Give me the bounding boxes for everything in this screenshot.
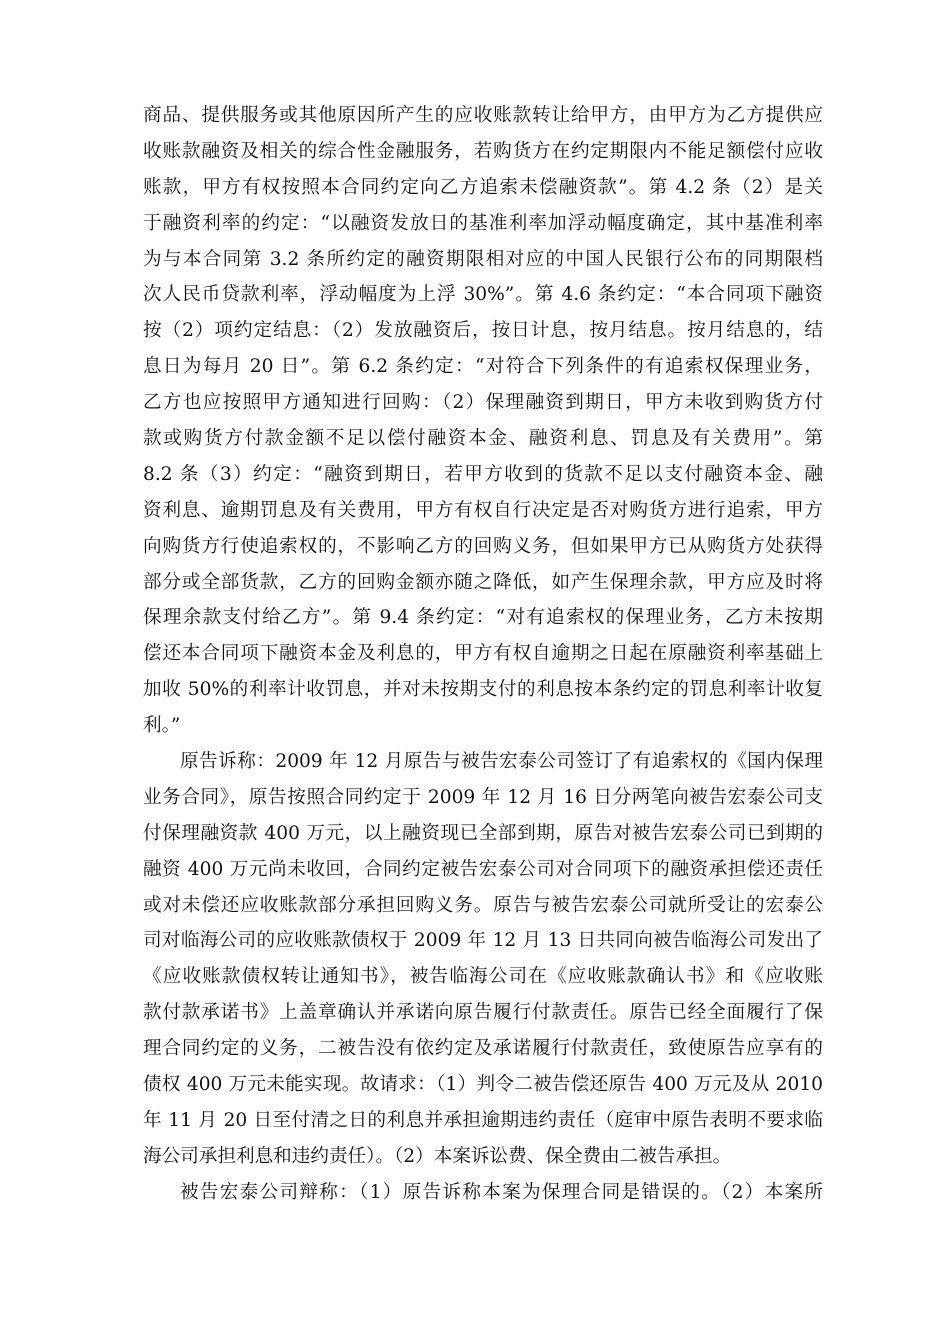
- text-line: 部分或全部货款，乙方的回购金额亦随之降低，如产生保理余款，甲方应及时将: [143, 571, 823, 593]
- text-line: 商品、提供服务或其他原因所产生的应收账款转让给甲方，由甲方为乙方提供应: [143, 105, 823, 126]
- text-line: 于融资利率的约定：“以融资发放日的基准利率加浮动幅度确定，其中基准利率: [143, 212, 823, 234]
- text-line: 利。”: [143, 715, 181, 737]
- text-line: 业务合同》，原告按照合同约定于 2009 年 12 月 16 日分两笔向被告宏泰公司支: [143, 786, 823, 808]
- text-line: 息日为每月 20 日”。第 6.2 条约定：“对符合下列条件的有追索权保理业务，: [143, 356, 823, 378]
- text-line: 偿还本合同项下融资本金及利息的，甲方有权自逾期之日起在原融资利率基础上: [143, 643, 823, 665]
- text-line: 8.2 条（3）约定：“融资到期日，若甲方收到的货款不足以支付融资本金、融: [143, 463, 823, 485]
- paragraph-start-line: 被告宏泰公司辩称：（1）原告诉称本案为保理合同是错误的。（2）本案所: [180, 1181, 823, 1203]
- text-line: 资利息、逾期罚息及有关费用，甲方有权自行决定是否对购货方进行追索，甲方: [143, 499, 823, 521]
- text-line: 乙方也应按照甲方通知进行回购：（2）保理融资到期日，甲方未收到购货方付: [143, 392, 823, 414]
- text-line: 海公司承担利息和违约责任）。（2）本案诉讼费、保全费由二被告承担。: [143, 1145, 732, 1167]
- text-line: 款付款承诺书》上盖章确认并承诺向原告履行付款责任。原告已经全面履行了保: [143, 1002, 823, 1024]
- text-line: 为与本合同第 3.2 条所约定的融资期限相对应的中国人民银行公布的同期限档: [143, 248, 823, 270]
- paragraph-start-line: 原告诉称：2009 年 12 月原告与被告宏泰公司签订了有追索权的《国内保理: [180, 751, 823, 773]
- text-line: 《应收账款债权转让通知书》，被告临海公司在《应收账款确认书》和《应收账: [143, 966, 823, 988]
- text-line: 或对未偿还应收账款部分承担回购义务。原告与被告宏泰公司就所受让的宏泰公: [143, 894, 823, 916]
- text-line: 融资 400 万元尚未收回，合同约定被告宏泰公司对合同项下的融资承担偿还责任: [143, 858, 823, 880]
- text-line: 司对临海公司的应收账款债权于 2009 年 12 月 13 日共同向被告临海公司发出了: [143, 930, 823, 952]
- text-line: 保理余款支付给乙方”。第 9.4 条约定：“对有追索权的保理业务，乙方未按期: [143, 607, 823, 629]
- text-line: 收账款融资及相关的综合性金融服务，若购货方在约定期限内不能足额偿付应收: [143, 140, 823, 162]
- text-line: 年 11 月 20 日至付清之日的利息并承担逾期违约责任（庭审中原告表明不要求临: [143, 1109, 823, 1131]
- text-line: 加收 50%的利率计收罚息，并对未按期支付的利息按本条约定的罚息利率计收复: [143, 679, 823, 701]
- text-line: 理合同约定的义务，二被告没有依约定及承诺履行付款责任，致使原告应享有的: [143, 1038, 823, 1060]
- text-line: 款或购货方付款金额不足以偿付融资本金、融资利息、罚息及有关费用”。第: [143, 428, 823, 450]
- text-line: 付保理融资款 400 万元，以上融资现已全部到期，原告对被告宏泰公司已到期的: [143, 822, 823, 844]
- text-line: 按（2）项约定结息：（2）发放融资后，按日计息，按月结息。按月结息的，结: [143, 320, 823, 342]
- text-line: 债权 400 万元未能实现。故请求：（1）判令二被告偿还原告 400 万元及从 2010: [143, 1074, 823, 1096]
- text-line: 向购货方行使追索权的，不影响乙方的回购义务，但如果甲方已从购货方处获得: [143, 535, 823, 557]
- document-body: [143, 98, 823, 1211]
- text-line: 账款，甲方有权按照本合同约定向乙方追索未偿融资款”。第 4.2 条（2）是关: [143, 176, 823, 198]
- text-line: 次人民币贷款利率，浮动幅度为上浮 30%”。第 4.6 条约定：“本合同项下融资: [143, 284, 823, 306]
